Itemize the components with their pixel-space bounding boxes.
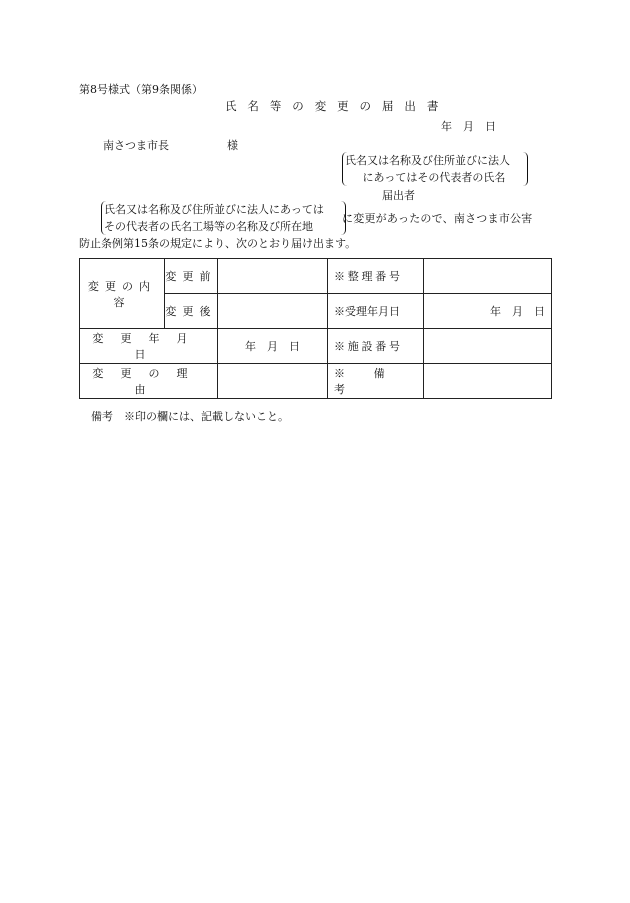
reg-number-field[interactable] bbox=[424, 259, 552, 294]
table-row bbox=[80, 329, 552, 364]
applicant-bracket-line2: にあってはその代表者の氏名 bbox=[362, 171, 506, 184]
date-line: 年 月 日 bbox=[441, 120, 496, 133]
body-text-2: 防止条例第15条の規定により、次のとおり届け出ます。 bbox=[79, 237, 357, 250]
applicant-bracket-line1: 氏名又は名称及び住所並びに法人 bbox=[345, 154, 510, 167]
change-content-label: 変更の内容 bbox=[80, 259, 165, 329]
after-field[interactable] bbox=[218, 294, 328, 329]
change-reason-label: 変更の理由 bbox=[80, 364, 218, 399]
body-bracket-line1: 氏名又は名称及び住所並びに法人にあっては bbox=[104, 203, 324, 216]
footnote: 備考 ※印の欄には、記載しないこと。 bbox=[91, 410, 289, 423]
body-bracket bbox=[101, 201, 346, 235]
receipt-date-label: ※受理年月日 bbox=[328, 294, 424, 329]
remarks-label: ※備考 bbox=[328, 364, 424, 399]
body-bracket-line2: その代表者の氏名工場等の名称及び所在地 bbox=[104, 220, 313, 233]
applicant-bracket bbox=[342, 152, 528, 186]
after-label: 変更後 bbox=[165, 294, 218, 329]
before-label: 変更前 bbox=[165, 259, 218, 294]
addressee bbox=[103, 137, 238, 153]
document-title: 氏名等の変更の届出書 bbox=[225, 99, 450, 113]
form-number: 第8号様式（第9条関係） bbox=[79, 83, 203, 96]
addressee-honorific: 様 bbox=[227, 139, 238, 152]
form-table bbox=[79, 258, 552, 399]
change-date-label: 変更年月日 bbox=[80, 329, 218, 364]
addressee-name: 南さつま市長 bbox=[103, 139, 169, 152]
facility-number-field[interactable] bbox=[424, 329, 552, 364]
change-date-value[interactable]: 年 月 日 bbox=[218, 329, 328, 364]
receipt-date-value[interactable]: 年 月 日 bbox=[424, 294, 552, 329]
remarks-field[interactable] bbox=[424, 364, 552, 399]
change-reason-field[interactable] bbox=[218, 364, 328, 399]
reg-number-label: ※整理番号 bbox=[328, 259, 424, 294]
before-field[interactable] bbox=[218, 259, 328, 294]
body-text-1: に変更があったので、南さつま市公害 bbox=[342, 212, 533, 225]
facility-number-label: ※施設番号 bbox=[328, 329, 424, 364]
table-row bbox=[80, 364, 552, 399]
submitter-label: 届出者 bbox=[382, 189, 415, 202]
table-row bbox=[80, 259, 552, 294]
